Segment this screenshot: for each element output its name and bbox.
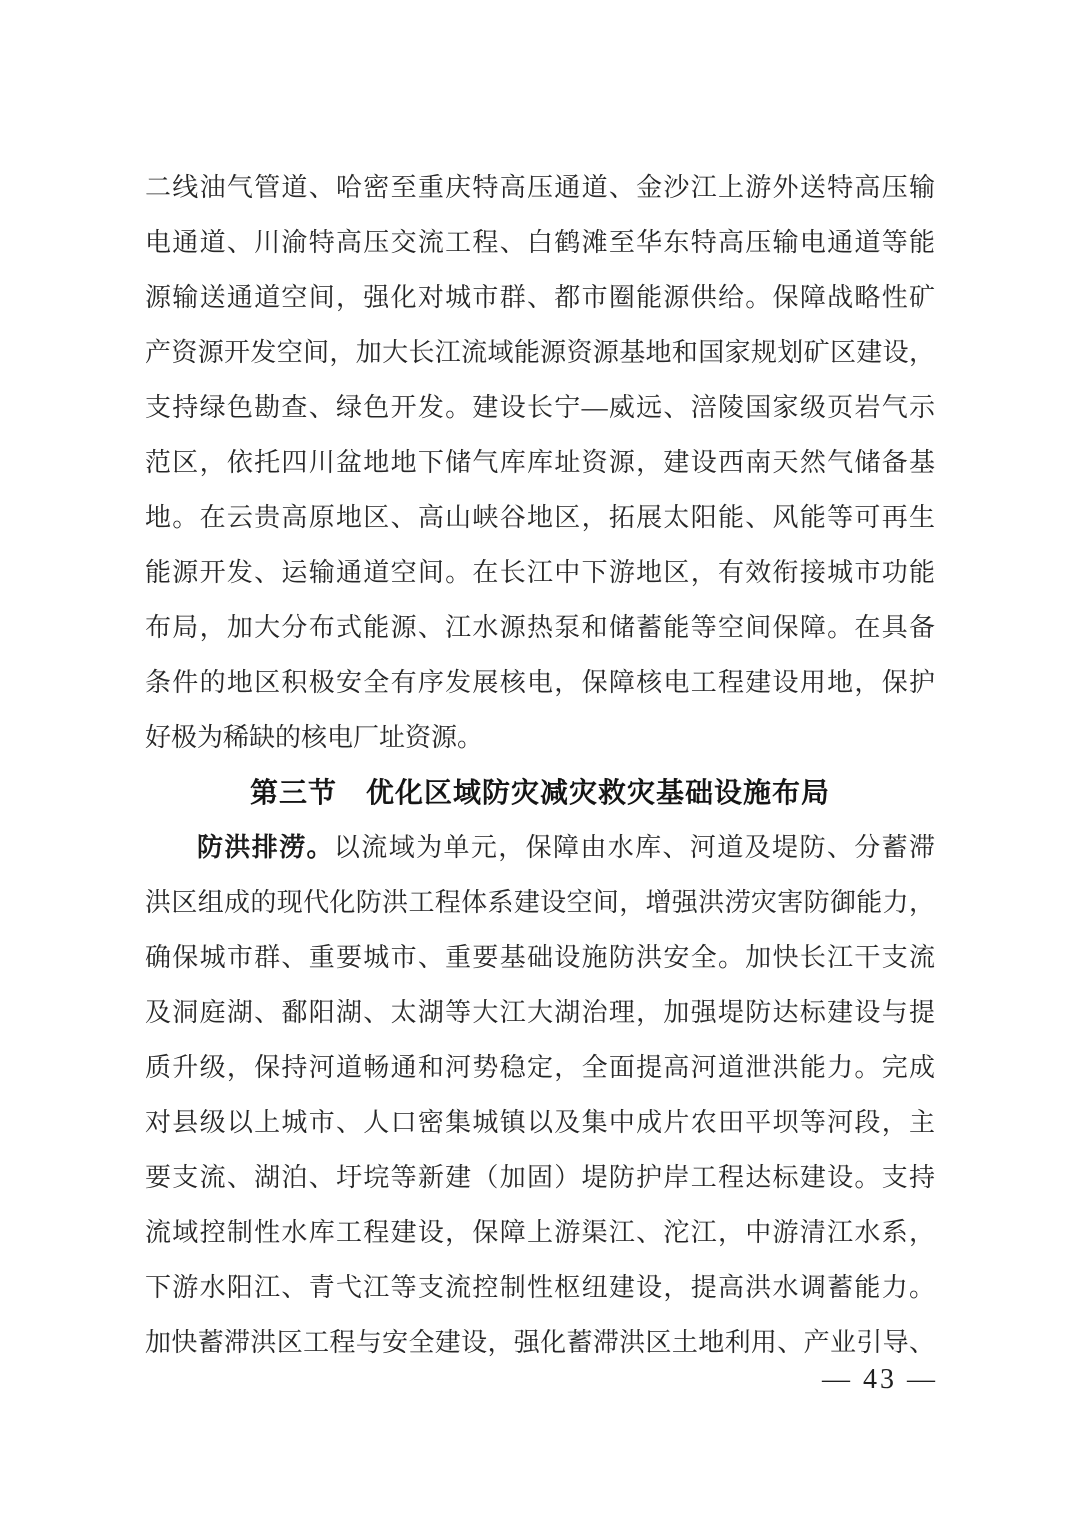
text-line: 要支流、湖泊、圩垸等新建（加固）堤防护岸工程达标建设。支持 xyxy=(145,1163,935,1192)
text-line: 电通道、川渝特高压交流工程、白鹤滩至华东特高压输电通道等能 xyxy=(145,228,935,257)
text-line: 对县级以上城市、人口密集城镇以及集中成片农田平坝等河段，主 xyxy=(145,1108,935,1137)
paragraph-flood xyxy=(145,820,935,1370)
text-line: 确保城市群、重要城市、重要基础设施防洪安全。加快长江干支流 xyxy=(145,943,935,972)
text-line: 布局，加大分布式能源、江水源热泵和储蓄能等空间保障。在具备 xyxy=(145,613,935,642)
page-number: — 43 — xyxy=(822,1364,938,1395)
text-line: 洪区组成的现代化防洪工程体系建设空间，增强洪涝灾害防御能力， xyxy=(145,888,935,917)
text-line: 条件的地区积极安全有序发展核电，保障核电工程建设用地，保护 xyxy=(145,668,935,697)
paragraph-flood-first-line xyxy=(145,820,935,875)
text-line: 二线油气管道、哈密至重庆特高压通道、金沙江上游外送特高压输 xyxy=(145,173,935,202)
text-line: 产资源开发空间，加大长江流域能源资源基地和国家规划矿区建设， xyxy=(145,338,935,367)
text-line: 地。在云贵高原地区、高山峡谷地区，拓展太阳能、风能等可再生 xyxy=(145,503,935,532)
flood-lead-bold: 防洪排涝。 xyxy=(197,832,334,862)
text-line: 及洞庭湖、鄱阳湖、太湖等大江大湖治理，加强堤防达标建设与提 xyxy=(145,998,935,1027)
text-line: 能源开发、运输通道空间。在长江中下游地区，有效衔接城市功能 xyxy=(145,558,935,587)
text-line: 范区，依托四川盆地地下储气库库址资源，建设西南天然气储备基 xyxy=(145,448,935,477)
text-line: 加快蓄滞洪区工程与安全建设，强化蓄滞洪区土地利用、产业引导、 xyxy=(145,1328,935,1357)
paragraph-flood-lines xyxy=(145,875,935,1370)
text-line: 质升级，保持河道畅通和河势稳定，全面提高河道泄洪能力。完成 xyxy=(145,1053,935,1082)
text-block xyxy=(145,160,935,1370)
text-line: 下游水阳江、青弋江等支流控制性枢纽建设，提高洪水调蓄能力。 xyxy=(145,1273,935,1302)
text-line: 支持绿色勘查、绿色开发。建设长宁—威远、涪陵国家级页岩气示 xyxy=(145,393,935,422)
paragraph-energy-continuation xyxy=(145,160,935,765)
section-heading: 第三节 优化区域防灾减灾救灾基础设施布局 xyxy=(249,777,830,808)
text-line: 流域控制性水库工程建设，保障上游渠江、沱江，中游清江水系， xyxy=(145,1218,935,1247)
text-line: 好极为稀缺的核电厂址资源。 xyxy=(145,723,484,752)
text-line: 源输送通道空间，强化对城市群、都市圈能源供给。保障战略性矿 xyxy=(145,283,935,312)
flood-first-line-text: 以流域为单元，保障由水库、河道及堤防、分蓄滞 xyxy=(333,833,935,862)
